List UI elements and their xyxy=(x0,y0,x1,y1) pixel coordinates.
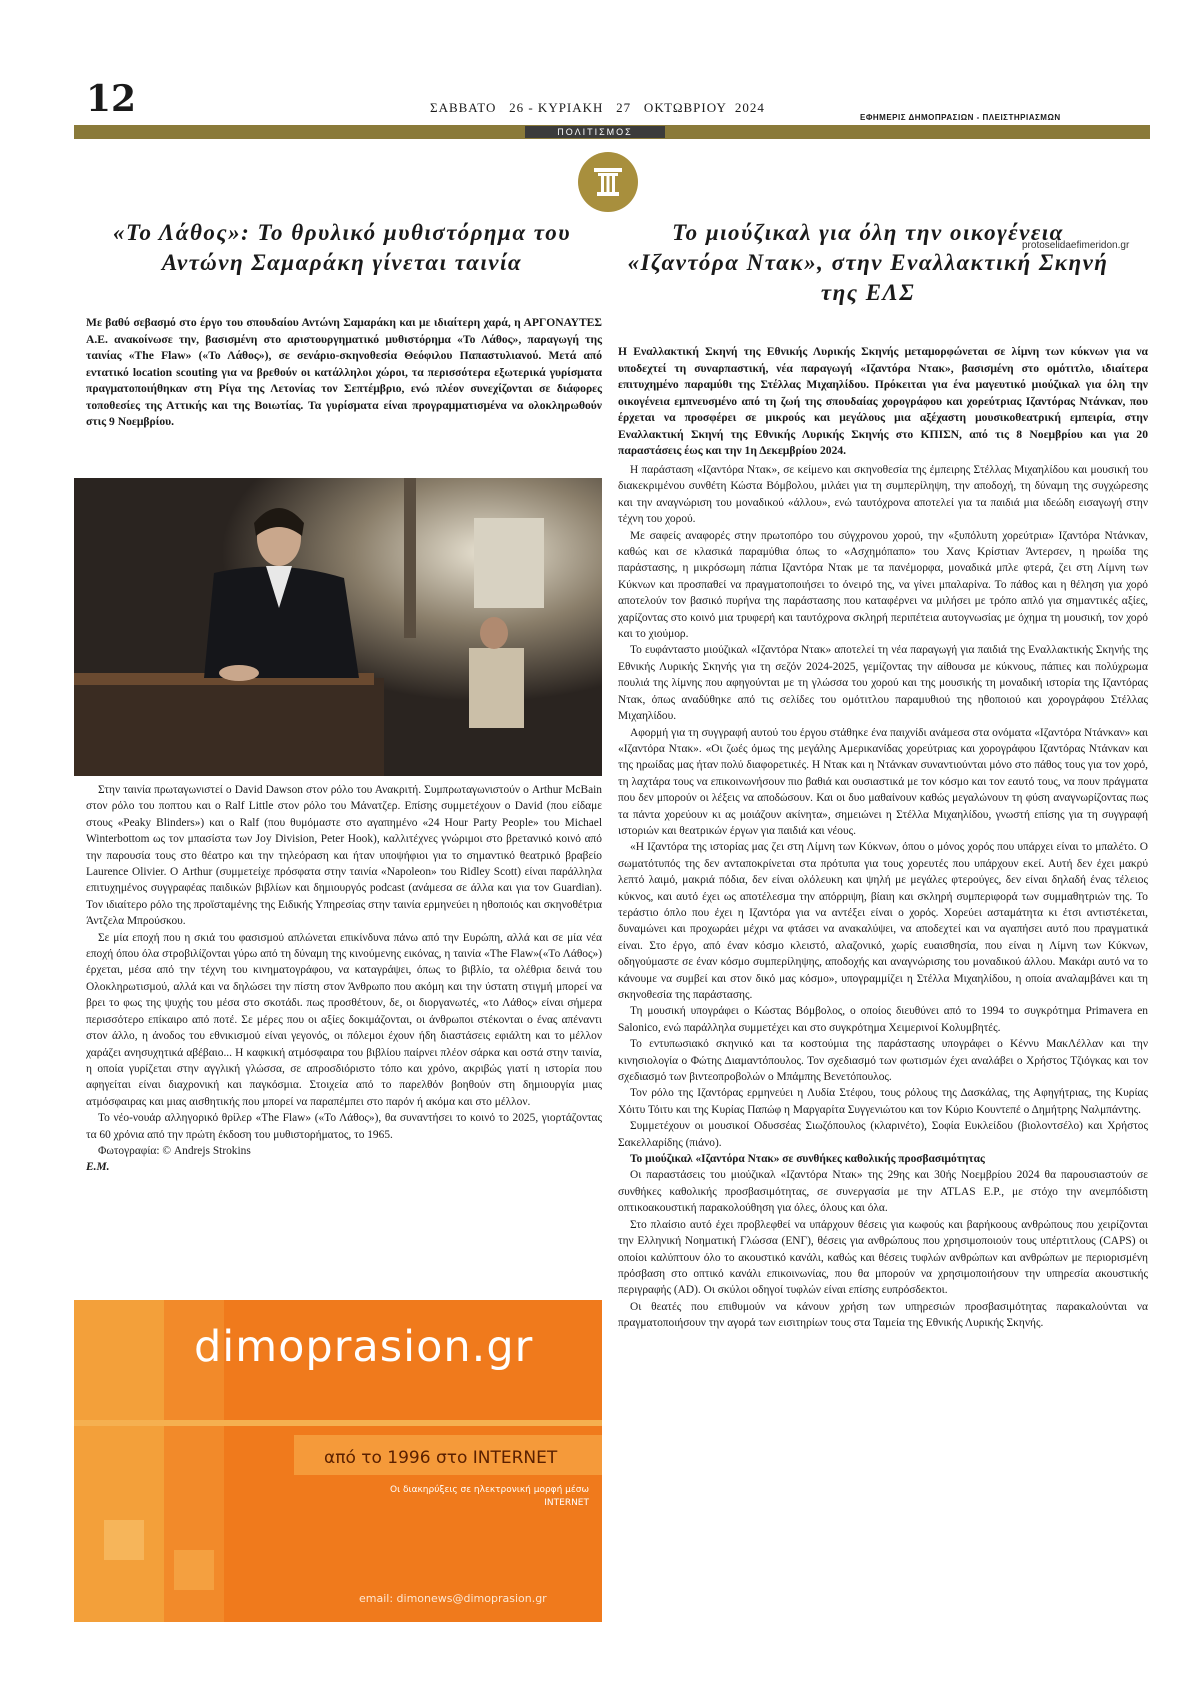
watermark: protoselidaefimeridon.gr xyxy=(1022,240,1130,251)
right-paragraph: Τον ρόλο της Ιζαντόρας ερμηνεύει η Λυδία Στέφου, τους ρόλους της Δασκάλας, της Αφηγήτριας, της Κυρίας Χόιτυ Τόιτυ και της Κυρίας Παπώφ η Μαργαρίτα Συγγενιώτου και τον Κύριο Κουντεπέ ο Δημήτρης Ναλμπάντης. xyxy=(618,1087,1148,1116)
author-signature: Ε.Μ. xyxy=(86,1161,110,1174)
right-paragraph: Με σαφείς αναφορές στην πρωτοπόρο του σύγχρονου χορού, την «ξυπόλυτη χορεύτρια» Ιζαντόρα Ντάνκαν, καθώς και σε κλασικά παραμύθια όπως το «Ασχημόπαπο» του Χανς Κρίστιαν Άντερσεν, η ηρωίδα της παράστασης, η μικρόσωμη πάπια Ιζαντόρα Ντακ με τα πανέμορφα, μοναδικά μπλε φτερά, ζει στη Λίμνη των Κύκνων και προσπαθεί να πραγματοποιήσει το όνειρό της, να γίνει μπαλαρίνα. Το πάθος και η θέληση για χορό αποτελούν τον βασικό πυρήνα της παράστασης που καταφέρνει να μιλήσει με τρόπο απλό για σημαντικές αξίες, χαρίζοντας στο κοινό μια τρυφερή και ταυτόχρονα σκληρή περιπέτεια αυτογνωσίας με όχημα τη μουσική, τον χορό και το χιούμορ. xyxy=(618,529,1148,641)
dimoprasion-advertisement[interactable] xyxy=(74,1300,602,1622)
film-still-photo xyxy=(74,478,602,776)
right-paragraph: Οι παραστάσεις του μιούζικαλ «Ιζαντόρα Ντακ» της 29ης και 30ής Νοεμβρίου 2024 θα παρουσιαστούν σε συνθήκες καθολικής προσβασιμότητας, σε συνεργασία με την ATLAS Ε.Ρ., με στόχο την ανεμπόδιστη οπτικοακουστική παρακολούθηση για όλες, όλους και όλα. xyxy=(618,1169,1148,1215)
right-paragraph: Στο πλαίσιο αυτό έχει προβλεφθεί να υπάρχουν θέσεις για κωφούς και βαρήκοους ανθρώπους που χειρίζονται την Ελληνική Νοηματική Γλώσσα (ΕΝΓ), θέσεις για ανθρώπους που χρησιμοποιούν τους υπέρτιτλους (CAPS) οι οποίοι καλύπτουν όλο το ακουστικό κανάλι, καθώς και θέσεις τυφλών ανθρώπων και ανθρώπων με περιορισμένη πρόσβαση στο οπτικό κανάλι επικοινωνίας, που θα μπορούν να χρησιμοποιήσουν την υπηρεσία ακουστικής περιγραφής (AD). Οι σκύλοι οδηγοί τυφλών είναι επίσης ευπρόσδεκτοι. xyxy=(618,1218,1148,1297)
issue-date: ΣΑΒΒΑΤΟ 26 - ΚΥΡΙΑΚΗ 27 ΟΚΤΩΒΡΙΟΥ 2024 xyxy=(430,100,765,115)
right-paragraph: Η παράσταση «Ιζαντόρα Ντακ», σε κείμενο και σκηνοθεσία της έμπειρης Στέλλας Μιχαηλίδου και μουσική του διακεκριμένου συνθέτη Κώστα Βόμβολου, μιλάει για τη συμπερίληψη, την αποδοχή, τη δύναμη της συγχώρεσης και την αναγνώριση του μοναδικού «άλλου», ενώ ταυτόχρονα αποτελεί για τα παιδιά μια ιδεώδη εισαγωγή στην τέχνη του χορού. xyxy=(618,464,1148,526)
right-paragraph: Αφορμή για τη συγγραφή αυτού του έργου στάθηκε ένα παιχνίδι ανάμεσα στα ονόματα «Ιζαντόρα Ντάνκαν» και «Ιζαντόρα Ντακ». «Οι ζωές όμως της μεγάλης Αμερικανίδας χορεύτριας και χορογράφου Ιζαντόρας Ντάνκαν και της ηρωίδας μας ήταν πολύ διαφορετικές. Η Ντακ και η Ντάνκαν συναντιούνται μόνο στο πάθος τους για τον χορό, τη λαχτάρα τους να επικοινωνήσουν πιο βαθιά και ουσιαστικά με τον κόσμο και τον εαυτό τους, να πουν πράγματα που δεν μπορούν οι λέξεις να αποδώσουν. Και οι δυο μαθαίνουν καθώς μεγαλώνουν τη φύση αναγνωρίζοντας πως τα πάντα χορεύουν κι ας μοιάζουν ακίνητα», σημειώνει η Στέλλα Μιχαηλίδου, γνωστή επίσης για τη συγγραφή ιστοριών και θεατρικών έργων για παιδιά και νέους. xyxy=(618,726,1148,837)
left-paragraph: Σε μία εποχή που η σκιά του φασισμού απλώνεται επικίνδυνα πάνω από την Ευρώπη, αλλά και σε μία νέα εποχή όπου όλα στροβιλίζονται γύρω από τη δύναμη της κινούμενης εικόνας, η ταινία «The Flaw»(«Το Λάθος») έρχεται, μέσα από την τέχνη του κινηματογράφου, να καταγράψει, όπως το βιβλίο, τα ολέθρια δεινά του Ολοκληρωτισμού, αλλά και να δηλώσει την πίστη στον Άνθρωπο που ακόμη και την ύστατη στιγμή μπορεί να βρει το φως της ψυχής του μέσα στο σκοτάδι. πως προσθέτουν, δε, οι διοργανωτές, «το Λάθος» είναι σήμερα περισσότερο επίκαιρο από ποτέ. Σε μέρες που οι αξίες δοκιμάζονται, οι άνθρωποι στέκονται ο ένας απέναντι στον άλλο, η άνοδος του εθνικισμού είναι γεγονός, οι πόλεμοι έχουν ήδη διαστάσεις εφιάλτη και το μέλλον χαράζει ανησυχητικά αβέβαιο... Η καφκική ατμόσφαιρα του βιβλίου παίρνει πλέον σάρκα και οστά στην ταινία, η οποία γυρίζεται στην αγγλική γλώσσα, σε απροσδιόριστο τόπο και χρόνο, ακριβώς γιατί η ιστορία που αφηγείται είναι διαχρονική και παγκόσμια. Στοιχεία από το παρελθόν βοηθούν στη δημιουργία μιας ατμόσφαιρας και μιας αισθητικής που μπορεί να παραπέμπει στο παρόν ή ακόμα και στο μέλλον. xyxy=(86,931,602,1108)
right-subheading: Το μιούζικαλ «Ιζαντόρα Ντακ» σε συνθήκες καθολικής προσβασιμότητας xyxy=(630,1153,985,1166)
left-paragraph: Στην ταινία πρωταγωνιστεί ο David Dawson στον ρόλο του Ανακριτή. Συμπρωταγωνιστούν ο Arthur McBain στον ρόλο του ποπτου και ο Ralf Little στον ρόλο του Μάνατζερ. Επίσης συμμετέχουν ο David (που είδαμε στους «Peaky Blinders») και ο Ralf (που θυμόμαστε στο αγαπημένο «24 Hour Party People» του Michael Winterbottom ως τον μπασίστα των Joy Division, Peter Hook), καλλιτέχνες γνώριμοι στο βρετανικό κοινό από την παρουσία τους στο θέατρο και την τηλεόραση και ήταν υποψήφιοι για το σημαντικό θεατρικό βραβείο Laurence Olivier. Ο Arthur (συμμετείχε πρόσφατα στην ταινία «Napoleon» του Ridley Scott) είναι παράλληλα επιτυχημένος συγγραφέας παιδικών βιβλίων και δημιουργός podcast (ανάμεσα σε άλλα και για τον Guardian). Τον ιδιαίτερο ρόλο της προϊσταμένης της Ειδικής Υπηρεσίας στην ταινία ερμηνεύει η ηθοποιός και σκηνοθέτρια Άντζελα Μπρούσκου. xyxy=(86,784,602,928)
right-paragraph: Το ευφάνταστο μιούζικαλ «Ιζαντόρα Ντακ» αποτελεί τη νέα παραγωγή για παιδιά της Εναλλακτικής Σκηνής της Εθνικής Λυρικής Σκηνής για τη σεζόν 2024-2025, γεμίζοντας την αίθουσα με κύκνους, πάπιες και πολύχρωμα πουλιά της λίμνης που αφηγούνται με τη γλώσσα του χορού και της μουσικής τη μοναδική ιστορία της Ιζαντόρας Ντακ, όπως αναδύθηκε από τις σελίδες του ομότιτλου παραμυθιού της ηθοποιού και χορογράφου Στέλλας Μιχαηλίδου. xyxy=(618,644,1148,723)
left-article-title: «Το Λάθος»: Το θρυλικό μυθιστόρημα του Αντώνη Σαμαράκη γίνεται ταινία xyxy=(113,220,571,275)
left-lead: Με βαθύ σεβασμό στο έργο του σπουδαίου Αντώνη Σαμαράκη και με ιδιαίτερη χαρά, η ΑΡΓΟΝΑΥΤΕΣ Α.Ε. ανακοίνωσε την, βασισμένη στο αριστουργηματικό μυθιστόρημα «Το Λάθος», παραγωγή της ταινίας «The Flaw» («Το Λάθος»), σε σενάριο-σκηνοθεσία Θεόφιλου Παπαστυλιανού. Μετά από εντατικό location scouting για να βρεθούν οι κατάλληλοι χώροι, τα περισσότερα εξωτερικά γυρίσματα πραγματοποιήθηκαν στη Ρίγα της Λετονίας τον Σεπτέμβριο, ενώ πλέον συνεχίζονται σε διάφορες τοποθεσίες της Αττικής και της Βοιωτίας. Τα γυρίσματα είναι προγραμματισμένα να ολοκληρωθούν στις 9 Νοεμβρίου. xyxy=(86,316,602,428)
photo-credit: Φωτογραφία: © Andrejs Strokins xyxy=(98,1144,251,1157)
column-icon xyxy=(578,152,638,212)
right-paragraph: Οι θεατές που επιθυμούν να κάνουν χρήση των υπηρεσιών προσβασιμότητας παρακαλούνται να πραγματοποιήσουν την αγορά των εισιτηρίων τους στα Ταμεία της Εθνικής Λυρικής Σκηνής. xyxy=(618,1300,1148,1330)
ad-since: από το 1996 στο INTERNET xyxy=(324,1448,558,1468)
right-body xyxy=(618,462,1148,1332)
right-lead: Η Εναλλακτική Σκηνή της Εθνικής Λυρικής Σκηνής μεταμορφώνεται σε λίμνη των κύκνων για να υποδεχτεί τη συναρπαστική, νέα παραγωγή «Ιζαντόρα Ντακ», βασισμένη στο ομότιτλο, ιδιαίτερα επιτυχημένο παραμύθι της Στέλλας Μιχαηλίδου. Πρόκειται για ένα μαγευτικό μιούζικαλ για όλη την οικογένεια εμπνευσμένο από τη ζωή της σπουδαίας χορογράφου και χορεύτριας Ιζαντόρας Ντάνκαν, που έρχεται να προσφέρει σε μικρούς και μεγάλους μια αξέχαστη μουσικοθεατρική εμπειρία, στην Εναλλακτική Σκηνή της Εθνικής Λυρικής Σκηνής στο ΚΠΙΣΝ, από τις 8 Νοεμβρίου και για 20 παραστάσεις έως και την 1η Δεκεμβρίου 2024. xyxy=(618,345,1148,457)
ad-subtext-line: INTERNET xyxy=(544,1498,589,1508)
right-paragraph: Το εντυπωσιακό σκηνικό και τα κοστούμια της παράστασης υπογράφει ο Κέννυ ΜακΛέλλαν και την κινησιολογία ο Φώτης Διαμαντόπουλος. Τον σχεδιασμό των φωτισμών έχει αναλάβει ο Χρήστος Τζιόγκας και τον σχεδιασμό των βιντεοπροβολών ο Μπάμπης Βενετόπουλος. xyxy=(618,1038,1148,1084)
page-number: 12 xyxy=(86,78,137,120)
left-body xyxy=(86,782,602,1176)
right-paragraph: «Η Ιζαντόρα της ιστορίας μας ζει στη Λίμνη των Κύκνων, όπου ο μόνος χορός που υπάρχει είναι το μπαλέτο. Ο σωματότυπός της δεν ανταποκρίνεται στα πρότυπα για τους χορευτές που υπάρχουν εκεί. Αυτή δεν έχει μακρύ λεπτό λαιμό, μακριά πόδια, δεν είναι ολόλευκη και ψηλή με μεγάλες φτερούγες, δεν είναι δηλαδή ένας τέλειος κύκνος, και αυτό έχει ως αποτέλεσμα την απόρριψη, βίαιη και σκληρή συμπεριφορά των συμμαθητριών της. Το τεράστιο όπλο που έχει η Ιζαντόρα για να αντέξει είναι ο χορός. Χορεύει ασταμάτητα κι έτσι αντιστέκεται, δυναμώνει και προχωράει μέχρι να φτάσει να ανακαλύψει, να αποδεχτεί και να αγαπήσει αυτό που πραγματικά είναι. Στο έργο, από έναν κόσμο κλειστό, αλαζονικό, χωρίς ευαισθησία, που είναι η Λίμνη των Κύκνων, οδηγούμαστε σε έναν κόσμο συμπερίληψης, αποδοχής και αναγνώρισης του μοναδικού άλλου. Μακάρι αυτό να το κάνουμε να συμβεί και στον δικό μας κόσμο», υπογραμμίζει η Στέλλα Μιχαηλίδου, η οποία αναλαμβάνει και τη σκηνοθεσία της παράστασης. xyxy=(618,841,1148,1001)
ad-subtext-line: Οι διακηρύξεις σε ηλεκτρονική μορφή μέσω xyxy=(390,1485,589,1495)
left-paragraph: Το νέο-νουάρ αλληγορικό θρίλερ «The Flaw» («Το Λάθος»), θα συναντήσει το κοινό το 2025, γιορτάζοντας τα 60 χρόνια από την πρώτη έκδοση του μυθιστορήματος, το 1965. xyxy=(86,1112,602,1141)
right-paragraph: Τη μουσική υπογράφει ο Κώστας Βόμβολος, ο οποίος διευθύνει από το 1994 το συγκρότημα Primavera en Salonico, ενώ παράλληλα συμμετέχει και στο συγκρότημα Χειμερινοί Κολυμβητές. xyxy=(618,1005,1148,1034)
right-article-title: Το μιούζικαλ για όλη την οικογένεια «Ιζαντόρα Ντακ», στην Εναλλακτική Σκηνή της ΕΛΣ xyxy=(627,220,1109,305)
ad-subtext xyxy=(334,1484,589,1510)
section-label: ΠΟΛΙΤΙΣΜΟΣ xyxy=(525,126,665,138)
ad-url: dimoprasion.gr xyxy=(194,1322,534,1372)
ad-email[interactable]: email: dimonews@dimoprasion.gr xyxy=(359,1592,547,1605)
right-paragraph: Συμμετέχουν οι μουσικοί Οδυσσέας Σιωζόπουλος (κλαρινέτο), Σοφία Ευκλείδου (βιολοντσέλο) και Χρήστος Σακελλαρίδης (πιάνο). xyxy=(618,1120,1148,1149)
masthead: ΕΦΗΜΕΡΙΣ ΔΗΜΟΠΡΑΣΙΩΝ - ΠΛΕΙΣΤΗΡΙΑΣΜΩΝ xyxy=(860,113,1061,122)
